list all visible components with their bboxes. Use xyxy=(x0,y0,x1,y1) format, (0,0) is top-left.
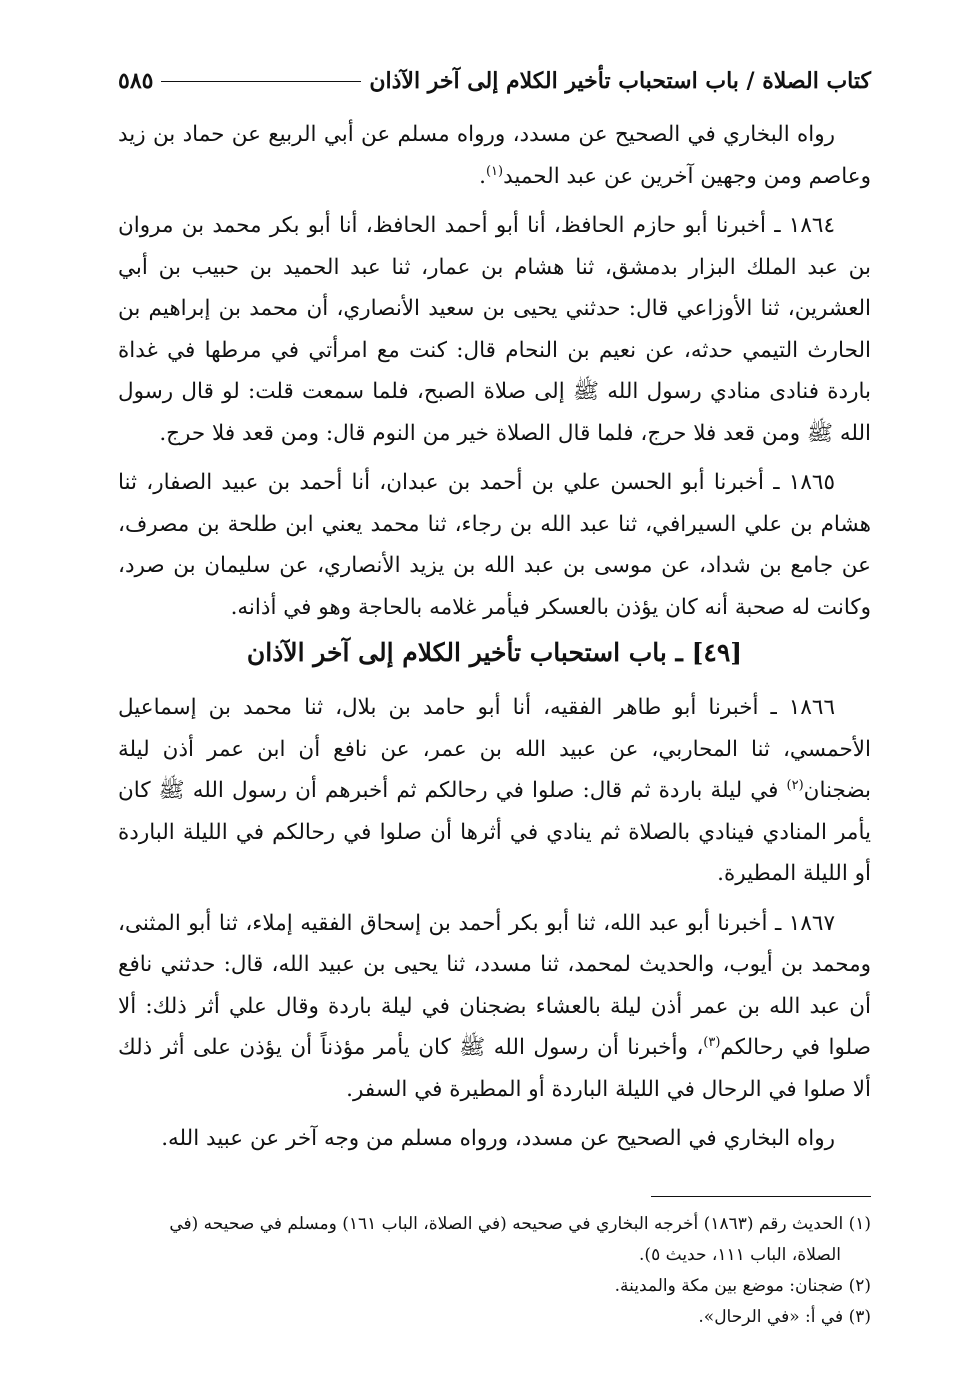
footnotes xyxy=(118,1209,871,1333)
footnote-ref-3[interactable]: (٣) xyxy=(703,1034,721,1050)
paragraph-attribution-1: رواه البخاري في الصحيح عن مسدد، ورواه مسلم عن أبي الربيع عن حماد بن زيد وعاصم ومن وجهين آخرين عن عبد الحميد$^{(١)}$. xyxy=(118,122,871,189)
footnote-ref-2[interactable]: (٢) xyxy=(786,777,804,793)
running-header xyxy=(118,70,871,92)
footnote-1: (١) الحديث رقم (١٨٦٣) أخرجه البخاري في صحيحه (في الصلاة، الباب ١٦١) ومسلم في صحيحه (في xyxy=(169,1213,871,1234)
hadith-1866: ١٨٦٦ ـ أخبرنا أبو طاهر الفقيه، أنا أبو حامد بن بلال، ثنا محمد بن إسماعيل الأحمسي، ثنا المحاربي، عن عبيد الله بن عمر، عن نافع أن ابن عمر أذن ليلة بضجنان$^{(٢)}$ في ليلة باردة ثم قال: صلوا في رحالكم ثم أخبرهم أن رسول الله ﷺ كان يأمر المنادي فينادي بالصلاة ثم ينادي في أثرها أن صلوا في رحالكم في الليلة الباردة أو الليلة المطيرة. xyxy=(118,695,871,886)
header-rule xyxy=(161,81,361,82)
hadith-1864: ١٨٦٤ ـ أخبرنا أبو حازم الحافظ، أنا أبو أحمد الحافظ، أنا أبو بكر محمد بن مروان بن عبد الملك البزار بدمشق، ثنا هشام بن عمار، ثنا عبد الحميد بن حبيب بن أبي العشرين، ثنا الأوزاعي قال: حدثني يحيى بن سعيد الأنصاري، أن محمد بن إبراهيم بن الحارث التيمي حدثه، عن نعيم بن النحام قال: كنت مع امرأتي في مرطها في غداة باردة فنادى منادي رسول الله ﷺ إلى صلاة الصبح، فلما سمعت قلت: لو قال رسول الله ﷺ ومن قعد فلا حرج، فلما قال الصلاة خير من النوم قال: ومن قعد فلا حرج. xyxy=(118,213,871,446)
running-header-title: كتاب الصلاة / باب استحباب تأخير الكلام إلى آخر الآذان xyxy=(369,68,871,94)
chapter-heading: [٤٩] ـ باب استحباب تأخير الكلام إلى آخر الآذان xyxy=(246,638,743,667)
page-number: ٥٨٥ xyxy=(118,68,154,94)
footnote-divider xyxy=(651,1196,871,1197)
hadith-1865: ١٨٦٥ ـ أخبرنا أبو الحسن علي بن أحمد بن عبدان، أنا أحمد بن عبيد الصفار، ثنا هشام بن علي السيرافي، ثنا عبد الله بن رجاء، ثنا محمد يعني ابن طلحة بن مصرف، عن جامع بن شداد، عن موسى بن عبد الله بن يزيد الأنصاري، عن سليمان بن صرد، وكانت له صحبة أنه كان يؤذن بالعسكر فيأمر غلامه بالحاجة وهو في أذانه. xyxy=(118,470,871,620)
footnote-ref-1[interactable]: (١) xyxy=(485,163,504,179)
hadith-1867: ١٨٦٧ ـ أخبرنا أبو عبد الله، ثنا أبو بكر أحمد بن إسحاق الفقيه إملاء، ثنا أبو المثنى، ومحمد بن أيوب، والحديث لمحمد، ثنا مسدد، ثنا يحيى بن عبيد الله، قال: حدثني نافع أن عبد الله بن عمر أذن ليلة بالعشاء بضجنان في ليلة باردة وقال علي أثر ذلك: ألا صلوا في رحالكم$^{(٣)}$، وأخبرنا أن رسول الله ﷺ كان يأمر مؤذناً أن يؤذن على أثر ذلك ألا صلوا في الرحال في الليلة الباردة أو المطيرة في السفر. xyxy=(118,910,871,1102)
footnote-1-continuation: الصلاة، الباب ١١١، حديث ٥). xyxy=(639,1244,841,1265)
footnote-2: (٢) ضجنان: موضع بين مكة والمدينة. xyxy=(614,1275,871,1296)
footnote-3: (٣) في أ: «في الرحال». xyxy=(698,1306,871,1327)
paragraph-attribution-2: رواه البخاري في الصحيح عن مسدد، ورواه مسلم من وجه آخر عن عبيد الله. xyxy=(161,1126,835,1151)
